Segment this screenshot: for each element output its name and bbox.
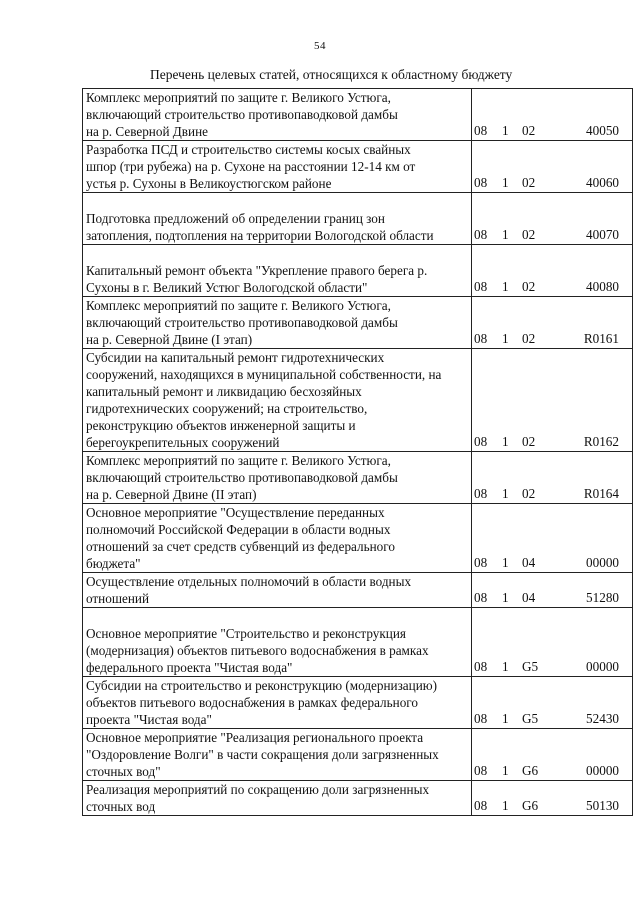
target-articles-table — [82, 88, 633, 816]
code-part-c4: 00000 — [586, 659, 619, 674]
code-part-c1: 08 — [474, 659, 488, 674]
code-part-c2: 1 — [502, 279, 509, 294]
description-line: Разработка ПСД и строительство системы косых свайных — [86, 142, 411, 157]
code-part-c4: 00000 — [586, 763, 619, 778]
description-line: полномочий Российской Федерации в области водных — [86, 522, 391, 537]
table-row — [83, 297, 633, 349]
row-code — [472, 677, 633, 729]
code-part-c2: 1 — [502, 555, 509, 570]
code-part-c4: 51280 — [586, 590, 619, 605]
code-part-c1: 08 — [474, 279, 488, 294]
page-title: Перечень целевых статей, относящихся к областному бюджету — [150, 67, 513, 82]
description-line: на р. Северной Двине (I этап) — [86, 332, 253, 347]
code-part-c1: 08 — [474, 486, 488, 501]
code-part-c3: G6 — [522, 798, 539, 813]
description-line: сооружений, находящихся в муниципальной собственности, на — [86, 367, 442, 382]
code-part-c4: R0162 — [583, 434, 619, 449]
description-line: Комплекс мероприятий по защите г. Великого Устюга, — [86, 453, 391, 468]
row-description — [83, 504, 472, 573]
code-part-c4: 52430 — [586, 711, 619, 726]
table-row — [83, 141, 633, 193]
code-part-c4: R0164 — [583, 486, 619, 501]
code-part-c2: 1 — [502, 711, 509, 726]
row-code — [472, 349, 633, 452]
code-part-c1: 08 — [474, 331, 488, 346]
description-line: включающий строительство противопаводковой дамбы — [86, 107, 398, 122]
code-part-c1: 08 — [474, 434, 488, 449]
row-code — [472, 193, 633, 245]
row-code — [472, 89, 633, 141]
code-part-c2: 1 — [502, 123, 509, 138]
code-part-c3: 02 — [522, 486, 536, 501]
description-line: гидротехнических сооружений; на строительство, — [86, 401, 368, 416]
table-row — [83, 504, 633, 573]
table-row — [83, 89, 633, 141]
description-line: Основное мероприятие "Реализация регионального проекта — [86, 730, 424, 745]
code-part-c1: 08 — [474, 123, 488, 138]
description-line: проекта "Чистая вода" — [86, 712, 212, 727]
code-part-c1: 08 — [474, 590, 488, 605]
description-line: "Оздоровление Волги" в части сокращения доли загрязненных — [86, 747, 439, 762]
table-row — [83, 677, 633, 729]
description-line: (модернизация) объектов питьевого водоснабжения в рамках — [86, 643, 429, 658]
table-row — [83, 781, 633, 816]
description-line: Основное мероприятие "Строительство и реконструкция — [86, 626, 406, 641]
code-part-c3: 02 — [522, 434, 536, 449]
description-line: объектов питьевого водоснабжения в рамках федерального — [86, 695, 418, 710]
code-part-c4: 40050 — [586, 123, 619, 138]
row-description — [83, 781, 472, 816]
code-part-c3: 02 — [522, 227, 536, 242]
description-line: реконструкцию объектов инженерной защиты и — [86, 418, 356, 433]
code-part-c2: 1 — [502, 227, 509, 242]
code-part-c1: 08 — [474, 798, 488, 813]
code-part-c3: 02 — [522, 123, 536, 138]
table-row — [83, 349, 633, 452]
code-part-c2: 1 — [502, 434, 509, 449]
description-line: Субсидии на капитальный ремонт гидротехнических — [86, 350, 385, 365]
description-line: сточных вод — [86, 799, 156, 814]
description-line: федерального проекта "Чистая вода" — [86, 660, 293, 675]
table-row — [83, 573, 633, 608]
code-part-c4: 40080 — [586, 279, 619, 294]
code-part-c1: 08 — [474, 763, 488, 778]
row-code — [472, 781, 633, 816]
description-line: шпор (три рубежа) на р. Сухоне на расстоянии 12-14 км от — [86, 159, 416, 174]
code-part-c1: 08 — [474, 555, 488, 570]
row-code — [472, 573, 633, 608]
code-part-c2: 1 — [502, 659, 509, 674]
description-line: Подготовка предложений об определении границ зон — [86, 211, 385, 226]
description-line: берегоукрепительных сооружений — [86, 435, 280, 450]
description-line: Реализация мероприятий по сокращению доли загрязненных — [86, 782, 430, 797]
description-line: отношений за счет средств субвенций из федерального — [86, 539, 395, 554]
code-part-c3: 02 — [522, 279, 536, 294]
row-description — [83, 677, 472, 729]
description-line: Комплекс мероприятий по защите г. Великого Устюга, — [86, 298, 391, 313]
row-code — [472, 608, 633, 677]
code-part-c2: 1 — [502, 798, 509, 813]
code-part-c2: 1 — [502, 175, 509, 190]
row-code — [472, 504, 633, 573]
row-description — [83, 349, 472, 452]
description-line: Комплекс мероприятий по защите г. Великого Устюга, — [86, 90, 391, 105]
description-line: капитальный ремонт и ликвидацию бесхозяйных — [86, 384, 362, 399]
row-code — [472, 297, 633, 349]
row-code — [472, 141, 633, 193]
table-row — [83, 245, 633, 297]
row-description — [83, 89, 472, 141]
table-row — [83, 193, 633, 245]
code-part-c3: G6 — [522, 763, 539, 778]
table-row — [83, 452, 633, 504]
table-row — [83, 608, 633, 677]
row-description — [83, 729, 472, 781]
description-line: Основное мероприятие "Осуществление переданных — [86, 505, 385, 520]
code-part-c4: 40070 — [586, 227, 619, 242]
row-description — [83, 141, 472, 193]
description-line: включающий строительство противопаводковой дамбы — [86, 315, 398, 330]
row-description — [83, 608, 472, 677]
description-line: включающий строительство противопаводковой дамбы — [86, 470, 398, 485]
description-line: устья р. Сухоны в Великоустюгском районе — [86, 176, 332, 191]
row-code — [472, 452, 633, 504]
description-line: Осуществление отдельных полномочий в области водных — [86, 574, 412, 589]
description-line: Капитальный ремонт объекта "Укрепление правого берега р. — [86, 263, 428, 278]
row-description — [83, 193, 472, 245]
description-line: на р. Северной Двине (II этап) — [86, 487, 257, 502]
code-part-c3: 02 — [522, 175, 536, 190]
description-line: Субсидии на строительство и реконструкцию (модернизацию) — [86, 678, 438, 693]
description-line: отношений — [86, 591, 150, 606]
row-description — [83, 297, 472, 349]
code-part-c3: 04 — [522, 555, 536, 570]
code-part-c1: 08 — [474, 227, 488, 242]
code-part-c2: 1 — [502, 331, 509, 346]
description-line: сточных вод" — [86, 764, 161, 779]
code-part-c3: G5 — [522, 659, 539, 674]
code-part-c4: 40060 — [586, 175, 619, 190]
code-part-c2: 1 — [502, 763, 509, 778]
row-description — [83, 573, 472, 608]
code-part-c4: 00000 — [586, 555, 619, 570]
code-part-c2: 1 — [502, 486, 509, 501]
table-row — [83, 729, 633, 781]
row-description — [83, 245, 472, 297]
description-line: бюджета" — [86, 556, 141, 571]
code-part-c3: G5 — [522, 711, 539, 726]
code-part-c3: 02 — [522, 331, 536, 346]
code-part-c1: 08 — [474, 175, 488, 190]
code-part-c4: R0161 — [583, 331, 619, 346]
description-line: Сухоны в г. Великий Устюг Вологодской области" — [86, 280, 368, 295]
code-part-c1: 08 — [474, 711, 488, 726]
row-code — [472, 729, 633, 781]
description-line: на р. Северной Двине — [86, 124, 208, 139]
row-code — [472, 245, 633, 297]
code-part-c2: 1 — [502, 590, 509, 605]
row-description — [83, 452, 472, 504]
code-part-c4: 50130 — [586, 798, 619, 813]
code-part-c3: 04 — [522, 590, 536, 605]
description-line: затопления, подтопления на территории Вологодской области — [86, 228, 434, 243]
page-number: 54 — [314, 40, 326, 52]
